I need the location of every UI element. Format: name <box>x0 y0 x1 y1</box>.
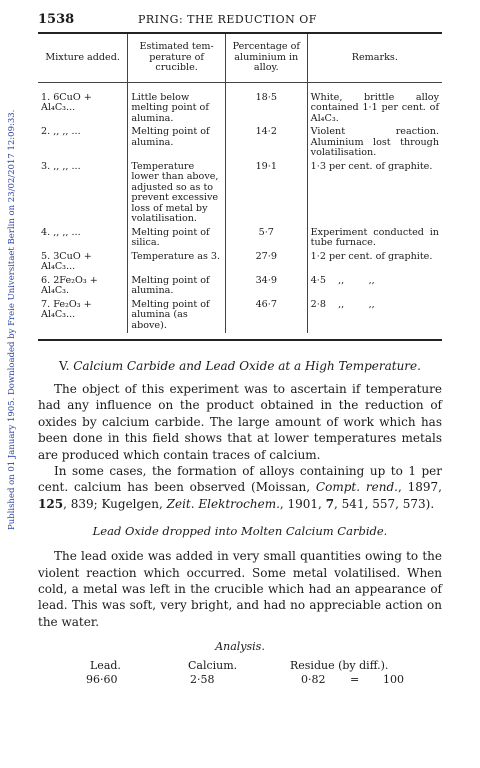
cell-percent: 46·7 <box>225 299 307 334</box>
cell-mixture: 1. 6CuO + Al₄C₃... <box>38 82 128 126</box>
table-row <box>38 126 442 161</box>
cell-percent: 18·5 <box>225 82 307 126</box>
col-header-mixture: Mixture added. <box>38 34 128 82</box>
page-number: 1538 <box>38 12 75 27</box>
section-title: Calcium Carbide and Lead Oxide at a High Temperature. <box>73 359 421 373</box>
analysis-equals: = <box>350 673 360 687</box>
col-header-temperature: Estimated tem- perature of crucible. <box>128 34 226 82</box>
cell-temperature: Temperature as 3. <box>128 251 226 275</box>
cell-remarks: White, brittle alloy contained 1·1 per cent. of Al₄C₃. <box>310 91 439 124</box>
cell-temperature: Melting point of alumina (as above). <box>128 299 226 334</box>
cell-percent: 5·7 <box>225 227 307 251</box>
col-header-remarks: Remarks. <box>307 34 442 82</box>
results-table <box>38 34 442 333</box>
analysis-total: 100 <box>383 673 404 687</box>
analysis-header-calcium: Calcium. <box>188 659 238 673</box>
section-heading <box>38 359 442 373</box>
table-row <box>38 275 442 299</box>
cell-percent: 14·2 <box>225 126 307 161</box>
cell-mixture: 4. ,, ,, ... <box>38 227 128 251</box>
cell-temperature: Melting point of alumina. <box>128 275 226 299</box>
analysis-table <box>38 659 442 689</box>
analysis-title: Analysis. <box>215 640 265 654</box>
paragraph-3: The lead oxide was added in very small quantities owing to the violent reaction which occurred. Some metal volatilised. When cold, a metal was left in the crucible which had an appearance of lead. This was soft, very bright, and had no appreciable action on the water. <box>38 549 442 629</box>
cell-mixture: 5. 3CuO + Al₄C₃... <box>38 251 128 275</box>
cell-percent: 19·1 <box>225 161 307 227</box>
table-row <box>38 299 442 334</box>
cell-mixture: 3. ,, ,, ... <box>38 161 128 227</box>
section-number: V. <box>59 359 70 373</box>
page-header <box>38 10 442 32</box>
cell-remarks: Experiment conducted in tube furnace. <box>310 226 439 248</box>
cell-mixture: 2. ,, ,, ... <box>38 126 128 161</box>
cell-percent: 27·9 <box>225 251 307 275</box>
cell-temperature: Little below melting point of alumina. <box>128 82 226 126</box>
cell-temperature: Melting point of silica. <box>128 227 226 251</box>
table-row <box>38 251 442 275</box>
cell-temperature: Temperature lower than above, adjusted so as to prevent excessive loss of metal by volatilisation. <box>128 161 226 227</box>
cell-remarks: 4·5 ,, ,, <box>310 274 375 286</box>
paragraph-2: In some cases, the formation of alloys containing up to 1 per cent. calcium has been observed (Moissan, Compt. rend., 1897, 125, 839; Kugelgen, Zeit. Elektrochem., 1901, 7, 541, 557, 573). <box>38 464 442 511</box>
cell-remarks: Violent reaction. Aluminium lost through volatilisation. <box>310 126 439 158</box>
cell-temperature: Melting point of alumina. <box>128 126 226 161</box>
analysis-value-residue: 0·82 <box>301 673 326 687</box>
cell-mixture: 6. 2Fe₂O₃ + Al₄C₃. <box>38 275 128 299</box>
table-bottom-rule <box>38 339 442 341</box>
analysis-value-calcium: 2·58 <box>190 673 215 687</box>
running-head: PRING: THE REDUCTION OF <box>138 13 317 26</box>
table-header-row <box>38 34 442 82</box>
publication-sidenote: Published on 01 January 1905. Downloaded by Freie Universitaet Berlin on 23/02/2017 12:09:33. <box>7 109 17 530</box>
table-row <box>38 82 442 126</box>
table-row <box>38 161 442 227</box>
cell-remarks: 2·8 ,, ,, <box>310 298 375 310</box>
cell-mixture: 7. Fe₂O₃ + Al₄C₃... <box>38 299 128 334</box>
cell-percent: 34·9 <box>225 275 307 299</box>
subheading: Lead Oxide dropped into Molten Calcium Carbide. <box>92 524 388 539</box>
analysis-header-lead: Lead. <box>90 659 121 673</box>
col-header-percentage: Percentage of aluminium in alloy. <box>225 34 307 82</box>
analysis-value-lead: 96·60 <box>86 673 118 687</box>
table-row <box>38 227 442 251</box>
cell-remarks: 1·2 per cent. of graphite. <box>310 250 433 262</box>
page <box>38 10 442 689</box>
analysis-header-residue: Residue (by diff.). <box>290 659 389 673</box>
cell-remarks: 1·3 per cent. of graphite. <box>310 160 433 172</box>
paragraph-1: The object of this experiment was to ascertain if temperature had any influence on the product obtained in the reduction of oxides by calcium carbide. The large amount of work which has been done in this field shows that at lower temperatures metals are produced which contain traces of calcium. <box>38 382 442 462</box>
